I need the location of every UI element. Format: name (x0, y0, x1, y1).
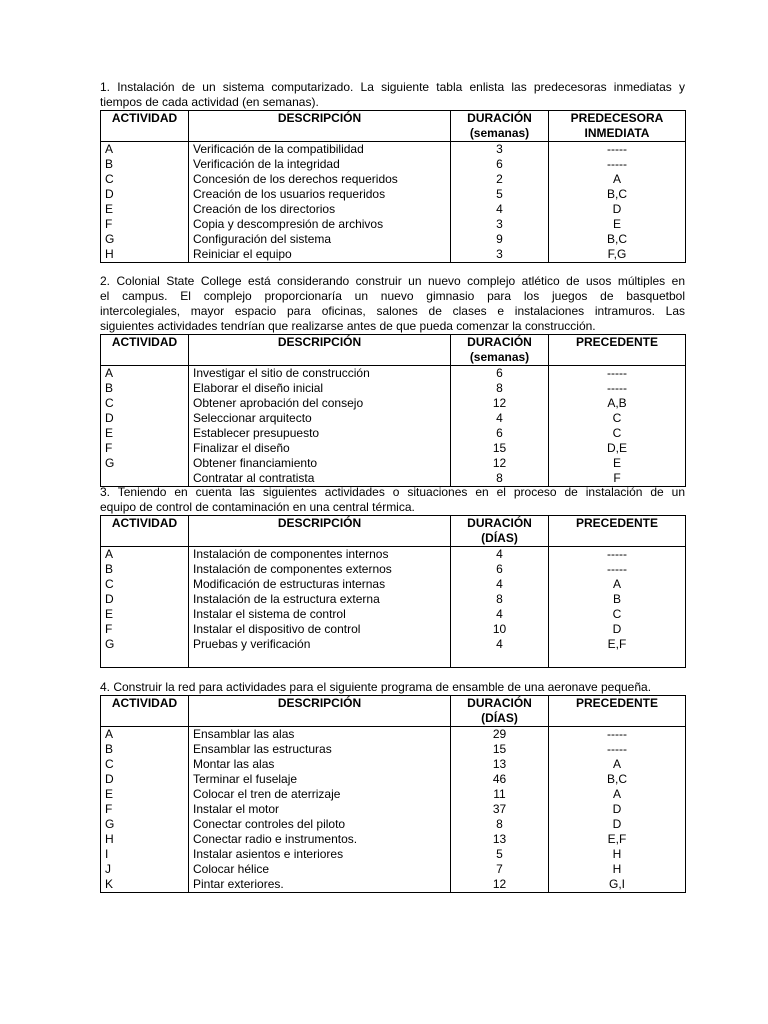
table-row (101, 637, 686, 652)
header-duration (451, 335, 549, 366)
activity-description: Finalizar el diseño (189, 441, 451, 456)
problem-statement (100, 274, 685, 334)
activity-predecessor: E (549, 456, 686, 471)
activity-predecessor: D (549, 202, 686, 217)
activity-duration: 15 (451, 742, 549, 757)
activity-duration: 12 (451, 877, 549, 893)
activity-duration: 8 (451, 471, 549, 487)
activity-duration: 9 (451, 232, 549, 247)
activity-description: Terminar el fuselaje (189, 772, 451, 787)
activity-predecessor: A (549, 757, 686, 772)
table-row (101, 847, 686, 862)
header-activity (101, 696, 189, 727)
activity-id: F (101, 622, 189, 637)
empty-cell (189, 652, 451, 668)
activity-id: E (101, 787, 189, 802)
table-row (101, 366, 686, 382)
header-predecessor (549, 335, 686, 366)
activity-predecessor: A (549, 787, 686, 802)
header-text: DURACIÓN (467, 696, 532, 710)
activity-duration: 13 (451, 757, 549, 772)
activity-duration: 29 (451, 727, 549, 743)
activity-predecessor: B,C (549, 232, 686, 247)
activity-duration: 12 (451, 396, 549, 411)
activity-id: B (101, 742, 189, 757)
activity-description: Copia y descompresión de archivos (189, 217, 451, 232)
header-row (101, 335, 686, 366)
activity-duration: 10 (451, 622, 549, 637)
header-text: (semanas) (469, 126, 530, 140)
problem-4 (100, 680, 685, 893)
header-predecessor (549, 696, 686, 727)
activity-duration: 5 (451, 847, 549, 862)
activity-duration: 15 (451, 441, 549, 456)
statement-line: 2. Colonial State College está considerando construir un nuevo complejo atlético de usos múltiples en (100, 274, 685, 288)
table-row (101, 802, 686, 817)
activity-id: F (101, 802, 189, 817)
activity-id: G (101, 637, 189, 652)
header-text: DESCRIPCIÓN (277, 516, 362, 530)
problem-3 (100, 485, 685, 668)
problem-1 (100, 80, 685, 263)
activity-predecessor: H (549, 862, 686, 877)
activity-predecessor: F (549, 471, 686, 487)
table-row (101, 607, 686, 622)
empty-cell (101, 652, 189, 668)
activity-duration: 13 (451, 832, 549, 847)
activity-description: Creación de los usuarios requeridos (189, 187, 451, 202)
activity-duration: 4 (451, 202, 549, 217)
activity-duration: 6 (451, 157, 549, 172)
activity-duration: 6 (451, 366, 549, 382)
table-row (101, 787, 686, 802)
activity-duration: 3 (451, 142, 549, 158)
activity-id: G (101, 232, 189, 247)
table-row (101, 381, 686, 396)
statement-line: equipo de control de contaminación en una central térmica. (100, 500, 415, 514)
activity-id: D (101, 411, 189, 426)
activity-duration: 6 (451, 426, 549, 441)
activity-predecessor: ----- (549, 727, 686, 743)
activity-description: Conectar radio e instrumentos. (189, 832, 451, 847)
table-row (101, 562, 686, 577)
activity-id: C (101, 396, 189, 411)
problem-2 (100, 274, 685, 487)
activity-duration: 8 (451, 381, 549, 396)
activity-duration: 46 (451, 772, 549, 787)
header-text: ACTIVIDAD (111, 111, 178, 125)
header-predecessor (549, 516, 686, 547)
activity-id: H (101, 832, 189, 847)
activity-description: Montar las alas (189, 757, 451, 772)
header-description (189, 516, 451, 547)
activity-id: G (101, 456, 189, 471)
activity-id: A (101, 366, 189, 382)
activity-id: A (101, 547, 189, 563)
activity-table (100, 515, 686, 668)
header-text: INMEDIATA (584, 126, 650, 140)
activity-id: E (101, 202, 189, 217)
activity-predecessor: ----- (549, 142, 686, 158)
activity-description: Instalar el dispositivo de control (189, 622, 451, 637)
header-text: PRECEDENTE (575, 696, 658, 710)
activity-description: Verificación de la integridad (189, 157, 451, 172)
activity-id: C (101, 577, 189, 592)
activity-duration: 6 (451, 562, 549, 577)
table-row (101, 247, 686, 263)
activity-duration: 8 (451, 817, 549, 832)
table-row (101, 832, 686, 847)
problem-statement (100, 680, 685, 695)
activity-id: B (101, 381, 189, 396)
activity-duration: 4 (451, 547, 549, 563)
activity-table (100, 110, 686, 263)
header-description (189, 696, 451, 727)
activity-id: F (101, 217, 189, 232)
activity-description: Obtener aprobación del consejo (189, 396, 451, 411)
header-row (101, 516, 686, 547)
activity-predecessor: B,C (549, 772, 686, 787)
activity-description: Conectar controles del piloto (189, 817, 451, 832)
header-activity (101, 516, 189, 547)
activity-id: A (101, 727, 189, 743)
statement-line: el campus. El complejo proporcionaría un nuevo gimnasio para los juegos de basquetbol (100, 289, 685, 303)
activity-description: Contratar al contratista (189, 471, 451, 487)
statement-line: tiempos de cada actividad (en semanas). (100, 95, 319, 109)
header-description (189, 335, 451, 366)
activity-duration: 4 (451, 411, 549, 426)
activity-description: Instalación de la estructura externa (189, 592, 451, 607)
activity-description: Modificación de estructuras internas (189, 577, 451, 592)
table-row (101, 441, 686, 456)
table-row (101, 742, 686, 757)
activity-description: Elaborar el diseño inicial (189, 381, 451, 396)
activity-id: J (101, 862, 189, 877)
header-text: ACTIVIDAD (111, 516, 178, 530)
activity-id: E (101, 607, 189, 622)
activity-duration: 3 (451, 247, 549, 263)
header-text: ACTIVIDAD (111, 335, 178, 349)
activity-description: Instalación de componentes externos (189, 562, 451, 577)
empty-cell (451, 652, 549, 668)
table-row (101, 817, 686, 832)
table-row (101, 862, 686, 877)
table-row (101, 142, 686, 158)
activity-description: Obtener financiamiento (189, 456, 451, 471)
header-text: ACTIVIDAD (111, 696, 178, 710)
problem-statement (100, 485, 685, 515)
table-row (101, 411, 686, 426)
activity-id: K (101, 877, 189, 893)
activity-duration: 4 (451, 607, 549, 622)
activity-predecessor: ----- (549, 742, 686, 757)
activity-predecessor: ----- (549, 157, 686, 172)
table-row (101, 232, 686, 247)
activity-predecessor: C (549, 426, 686, 441)
header-description (189, 111, 451, 142)
activity-description: Ensamblar las alas (189, 727, 451, 743)
activity-duration: 5 (451, 187, 549, 202)
header-row (101, 111, 686, 142)
table-row (101, 877, 686, 893)
table-row (101, 172, 686, 187)
activity-description: Pintar exteriores. (189, 877, 451, 893)
table-row (101, 772, 686, 787)
activity-id: D (101, 772, 189, 787)
table-row (101, 157, 686, 172)
statement-line: intercolegiales, mayor espacio para oficinas, salones de clases e instalaciones intramuros. Las (100, 304, 685, 318)
problem-statement (100, 80, 685, 110)
activity-duration: 37 (451, 802, 549, 817)
header-text: DESCRIPCIÓN (277, 111, 362, 125)
activity-table (100, 334, 686, 487)
activity-id: F (101, 441, 189, 456)
activity-predecessor: E,F (549, 832, 686, 847)
activity-predecessor: D (549, 817, 686, 832)
table-row (101, 187, 686, 202)
header-duration (451, 111, 549, 142)
header-text: PREDECESORA (570, 111, 664, 125)
activity-predecessor: F,G (549, 247, 686, 263)
activity-predecessor: C (549, 411, 686, 426)
table-row (101, 202, 686, 217)
activity-predecessor: A (549, 577, 686, 592)
activity-id: B (101, 157, 189, 172)
activity-id: D (101, 187, 189, 202)
activity-predecessor: C (549, 607, 686, 622)
activity-predecessor: D (549, 802, 686, 817)
activity-id: I (101, 847, 189, 862)
activity-duration: 3 (451, 217, 549, 232)
activity-id: B (101, 562, 189, 577)
statement-line: 1. Instalación de un sistema computarizado. La siguiente tabla enlista las predecesoras inmediatas y (100, 80, 685, 94)
activity-predecessor: D,E (549, 441, 686, 456)
table-row (101, 426, 686, 441)
activity-predecessor: ----- (549, 381, 686, 396)
activity-duration: 4 (451, 577, 549, 592)
activity-predecessor: G,I (549, 877, 686, 893)
table-row (101, 622, 686, 637)
activity-description: Instalar el sistema de control (189, 607, 451, 622)
header-predecessor (549, 111, 686, 142)
table-row (101, 396, 686, 411)
header-duration (451, 516, 549, 547)
activity-description: Seleccionar arquitecto (189, 411, 451, 426)
activity-predecessor: ----- (549, 366, 686, 382)
activity-id: H (101, 247, 189, 263)
header-activity (101, 111, 189, 142)
header-duration (451, 696, 549, 727)
activity-description: Verificación de la compatibilidad (189, 142, 451, 158)
header-text: PRECEDENTE (575, 516, 658, 530)
activity-id: C (101, 757, 189, 772)
activity-id: G (101, 817, 189, 832)
activity-predecessor: E (549, 217, 686, 232)
empty-row (101, 652, 686, 668)
activity-id: E (101, 426, 189, 441)
table-row (101, 577, 686, 592)
activity-duration: 11 (451, 787, 549, 802)
table-row (101, 456, 686, 471)
activity-description: Colocar hélice (189, 862, 451, 877)
activity-predecessor: ----- (549, 547, 686, 563)
table-row (101, 757, 686, 772)
activity-description: Concesión de los derechos requeridos (189, 172, 451, 187)
activity-duration: 4 (451, 637, 549, 652)
empty-cell (549, 652, 686, 668)
activity-predecessor: D (549, 622, 686, 637)
activity-id: D (101, 592, 189, 607)
table-row (101, 547, 686, 563)
activity-duration: 8 (451, 592, 549, 607)
activity-description: Ensamblar las estructuras (189, 742, 451, 757)
activity-description: Configuración del sistema (189, 232, 451, 247)
activity-predecessor: B (549, 592, 686, 607)
header-row (101, 696, 686, 727)
activity-description: Instalar asientos e interiores (189, 847, 451, 862)
activity-predecessor: E,F (549, 637, 686, 652)
activity-predecessor: A,B (549, 396, 686, 411)
activity-description: Reiniciar el equipo (189, 247, 451, 263)
statement-line: 3. Teniendo en cuenta las siguientes actividades o situaciones en el proceso de instalación de un (100, 485, 685, 499)
activity-duration: 12 (451, 456, 549, 471)
table-row (101, 217, 686, 232)
header-text: (DÍAS) (481, 711, 518, 725)
statement-line: 4. Construir la red para actividades para el siguiente programa de ensamble de una aeronave pequeña. (100, 680, 652, 694)
header-text: DURACIÓN (467, 111, 532, 125)
activity-description: Instalar el motor (189, 802, 451, 817)
header-activity (101, 335, 189, 366)
activity-predecessor: ----- (549, 562, 686, 577)
activity-description: Creación de los directorios (189, 202, 451, 217)
activity-description: Establecer presupuesto (189, 426, 451, 441)
header-text: PRECEDENTE (575, 335, 658, 349)
activity-duration: 2 (451, 172, 549, 187)
activity-duration: 7 (451, 862, 549, 877)
activity-description: Colocar el tren de aterrizaje (189, 787, 451, 802)
header-text: (DÍAS) (481, 531, 518, 545)
table-row (101, 592, 686, 607)
header-text: DURACIÓN (semanas) (467, 335, 532, 364)
activity-id: C (101, 172, 189, 187)
activity-predecessor: B,C (549, 187, 686, 202)
header-text: DURACIÓN (467, 516, 532, 530)
statement-line: siguientes actividades tendrían que realizarse antes de que pueda comenzar la construcción. (100, 319, 596, 333)
header-text: DESCRIPCIÓN (277, 696, 362, 710)
header-text: DESCRIPCIÓN (277, 335, 362, 349)
activity-table (100, 695, 686, 893)
table-row (101, 727, 686, 743)
activity-id: A (101, 142, 189, 158)
activity-description: Investigar el sitio de construcción (189, 366, 451, 382)
activity-description: Instalación de componentes internos (189, 547, 451, 563)
activity-description: Pruebas y verificación (189, 637, 451, 652)
activity-predecessor: A (549, 172, 686, 187)
activity-predecessor: H (549, 847, 686, 862)
